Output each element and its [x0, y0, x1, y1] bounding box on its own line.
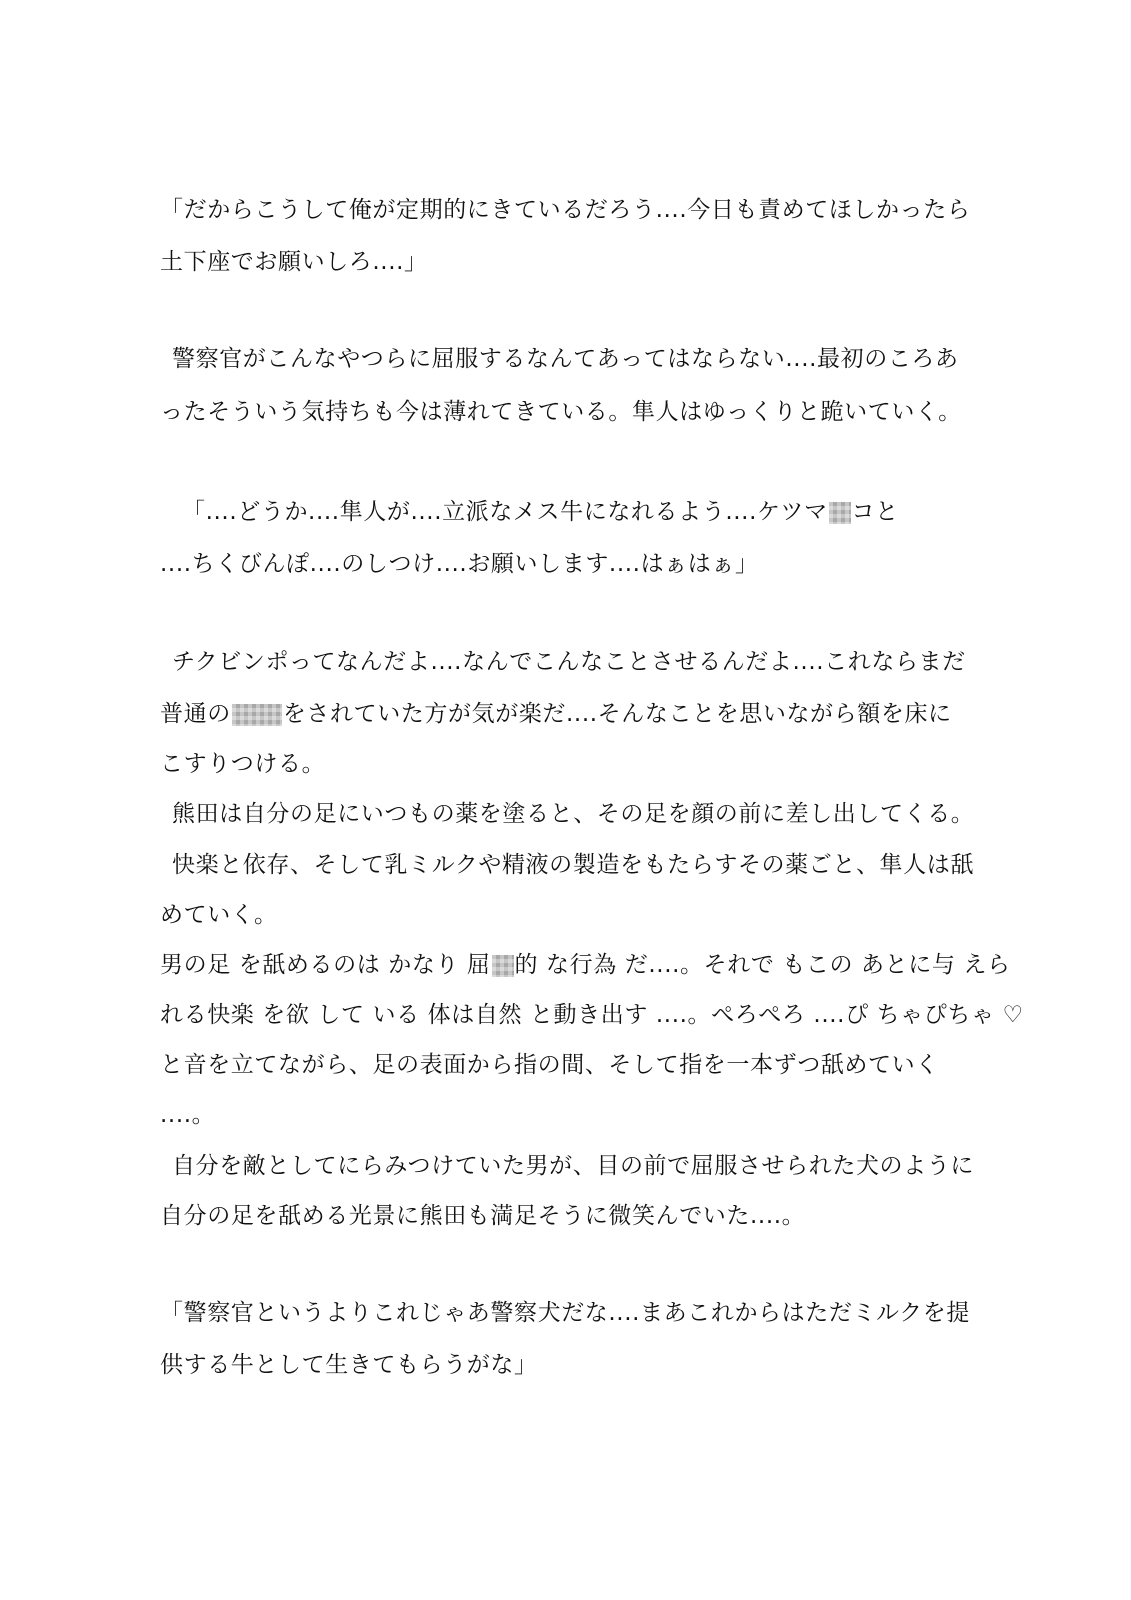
- censor-mosaic: [492, 955, 514, 977]
- text-line: 快楽と依存、そして乳ミルクや精液の製造をもたらすその薬ごと、隼人は舐: [172, 852, 974, 878]
- text-segment: 「....どうか....隼人が....立派なメス牛になれるよう....ケツマ: [182, 499, 828, 525]
- text-line: めていく。: [160, 902, 278, 928]
- text-segment: をされていた方が気が楽だ....そんなことを思いながら額を床に: [282, 701, 952, 727]
- text-line: 熊田は自分の足にいつもの薬を塗ると、その足を顔の前に差し出してくる。: [172, 801, 975, 827]
- text-line: こすりつける。: [160, 751, 326, 777]
- censor-mosaic: [829, 502, 851, 524]
- text-line: れる快楽 を欲 して いる 体は自然 と動き出す ....。ぺろぺろ ....ぴ ちゃぴちゃ ♡: [160, 1002, 1024, 1028]
- censor-mosaic: [232, 704, 282, 726]
- text-line: [160, 699, 952, 729]
- text-line: ったそういう気持ちも今は薄れてきている。隼人はゆっくりと跪いていく。: [160, 399, 962, 425]
- text-segment: 男の足 を舐めるのは かなり 屈: [160, 952, 491, 978]
- text-line: [182, 497, 899, 527]
- text-line: 「だからこうして俺が定期的にきているだろう....今日も責めてほしかったら: [160, 197, 971, 223]
- text-line: 供する牛として生きてもらうがな」: [160, 1352, 538, 1378]
- text-segment: 的 な行為 だ....。それで もこの あとに与 えら: [514, 952, 1011, 978]
- text-line: 自分の足を舐める光景に熊田も満足そうに微笑んでいた....。: [160, 1203, 806, 1229]
- text-segment: コと: [851, 499, 899, 525]
- text-line: 自分を敵としてにらみつけていた男が、目の前で屈服させられた犬のように: [172, 1153, 974, 1179]
- text-line: と音を立てながら、足の表面から指の間、そして指を一本ずつ舐めていく: [160, 1052, 939, 1078]
- text-line: チクビンポってなんだよ....なんでこんなことさせるんだよ....これならまだ: [172, 649, 966, 675]
- text-segment: 普通の: [160, 701, 231, 727]
- text-line: 土下座でお願いしろ....」: [160, 249, 428, 275]
- text-line: ....ちくびんぽ....のしつけ....お願いします....はぁはぁ」: [160, 551, 759, 577]
- text-line: [160, 950, 1011, 980]
- text-line: 警察官がこんなやつらに屈服するなんてあってはならない....最初のころあ: [172, 346, 959, 372]
- text-line: ....。: [160, 1102, 216, 1128]
- text-line: 「警察官というよりこれじゃあ警察犬だな....まあこれからはただミルクを提: [160, 1300, 970, 1326]
